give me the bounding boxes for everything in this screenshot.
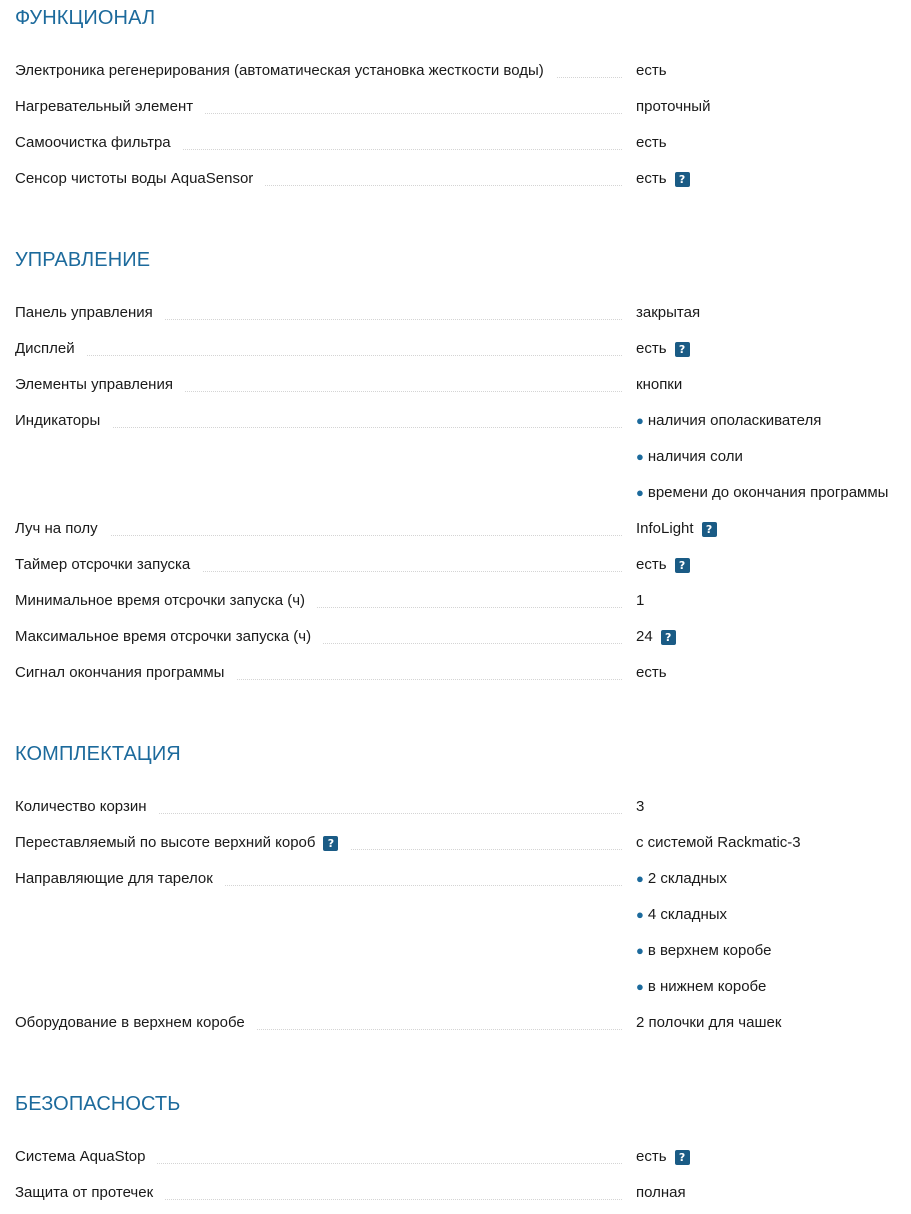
help-icon[interactable]: ? (675, 172, 690, 187)
spec-value-line (636, 412, 911, 448)
spec-value: InfoLight (636, 520, 694, 537)
spec-label-cell (15, 128, 622, 158)
spec-label-wrap (15, 340, 622, 358)
spec-value: наличия ополаскивателя (647, 412, 822, 429)
spec-value-cell (622, 92, 911, 128)
spec-label-cell (15, 658, 622, 688)
spec-value-cell (622, 622, 911, 658)
spec-row (15, 334, 911, 370)
spec-value: с системой Rackmatic-3 (636, 834, 801, 851)
spec-value: 3 (636, 798, 645, 815)
spec-value-cell (622, 298, 911, 334)
spec-value-line (636, 664, 911, 694)
spec-label-wrap (15, 556, 622, 574)
spec-value-line (636, 628, 911, 658)
spec-label-cell (15, 828, 622, 858)
spec-label (15, 340, 87, 358)
specs-page (15, 0, 911, 1214)
help-icon[interactable]: ? (323, 836, 338, 851)
spec-label-text: Максимальное время отсрочки запуска (ч) (15, 628, 312, 645)
bullet-icon: ● (636, 943, 644, 958)
spec-row (15, 298, 911, 334)
spec-label-text: Электроника регенерирования (автоматическая установка жесткости воды) (15, 62, 544, 79)
spec-value-line (636, 556, 911, 586)
help-icon[interactable]: ? (675, 342, 690, 357)
spec-value-line (636, 134, 911, 164)
spec-row (15, 92, 911, 128)
spec-label-wrap (15, 1184, 622, 1202)
section-title: БЕЗОПАСНОСТЬ (15, 1093, 181, 1115)
spec-value-line (636, 798, 911, 828)
spec-label-cell (15, 792, 622, 822)
spec-label (15, 834, 350, 852)
section-gap (15, 694, 911, 736)
help-icon[interactable]: ? (675, 1150, 690, 1165)
spec-value: закрытая (636, 304, 701, 321)
spec-value: 2 складных (647, 870, 728, 887)
spec-label-wrap (15, 870, 622, 888)
spec-value: есть (636, 134, 667, 151)
spec-row (15, 370, 911, 406)
help-icon[interactable]: ? (675, 558, 690, 573)
spec-value-line (636, 942, 911, 978)
help-icon[interactable]: ? (661, 630, 676, 645)
spec-row (15, 128, 911, 164)
spec-label-text: Индикаторы (15, 412, 101, 429)
spec-label-text: Направляющие для тарелок (15, 870, 213, 887)
spec-value-cell (622, 1178, 911, 1214)
spec-label-wrap (15, 62, 622, 80)
spec-label-wrap (15, 628, 622, 646)
spec-row (15, 622, 911, 658)
spec-label-text: Элементы управления (15, 376, 173, 393)
spec-label-wrap (15, 412, 622, 430)
section-title: УПРАВЛЕНИЕ (15, 249, 151, 271)
spec-label-text: Луч на полу (15, 520, 98, 537)
spec-value-cell (622, 658, 911, 694)
spec-value-line (636, 484, 911, 514)
spec-value-cell (622, 370, 911, 406)
spec-value: есть (636, 556, 667, 573)
spec-label-wrap (15, 98, 622, 116)
spec-label-cell (15, 586, 622, 616)
spec-value-cell (622, 864, 911, 1008)
spec-value-cell (622, 792, 911, 828)
spec-value-line (636, 340, 911, 370)
spec-label-cell (15, 514, 622, 544)
spec-label-text: Минимальное время отсрочки запуска (ч) (15, 592, 306, 609)
spec-label (15, 304, 165, 322)
spec-row (15, 56, 911, 92)
spec-label-text: Сенсор чистоты воды AquaSensor (15, 170, 254, 187)
spec-value: в верхнем коробе (647, 942, 772, 959)
spec-label-text: Сигнал окончания программы (15, 664, 225, 681)
spec-label-wrap (15, 304, 622, 322)
spec-label-cell (15, 370, 622, 400)
spec-label-wrap (15, 1148, 622, 1166)
spec-value-cell (622, 550, 911, 586)
spec-value: проточный (636, 98, 711, 115)
spec-label (15, 1014, 257, 1032)
spec-value-cell (622, 828, 911, 864)
bullet-icon: ● (636, 485, 644, 500)
spec-value-cell (622, 406, 911, 514)
spec-value-line (636, 592, 911, 622)
spec-value-cell (622, 586, 911, 622)
section-gap (15, 1044, 911, 1086)
bullet-icon: ● (636, 979, 644, 994)
spec-row (15, 550, 911, 586)
spec-label-cell (15, 56, 622, 86)
spec-label (15, 412, 112, 430)
spec-section (15, 242, 911, 694)
spec-label (15, 870, 225, 888)
spec-section (15, 736, 911, 1044)
bullet-icon: ● (636, 413, 644, 428)
spec-value: есть (636, 340, 667, 357)
spec-row (15, 828, 911, 864)
spec-value-cell (622, 514, 911, 550)
spec-value-cell (622, 56, 911, 92)
bullet-icon: ● (636, 449, 644, 464)
spec-value-line (636, 870, 911, 906)
spec-value: 2 полочки для чашек (636, 1014, 782, 1031)
spec-value-cell (622, 1008, 911, 1044)
spec-value-line (636, 304, 911, 334)
spec-value: 24 (636, 628, 653, 645)
spec-value-line (636, 1014, 911, 1044)
bullet-icon: ● (636, 907, 644, 922)
help-icon[interactable]: ? (702, 522, 717, 537)
spec-label-text: Дисплей (15, 340, 75, 357)
spec-value-line (636, 170, 911, 200)
section-title: КОМПЛЕКТАЦИЯ (15, 743, 181, 765)
spec-label-text: Защита от протечек (15, 1184, 154, 1201)
section-gap (15, 200, 911, 242)
spec-label-wrap (15, 520, 622, 538)
spec-label-cell (15, 1142, 622, 1172)
spec-label-text: Панель управления (15, 304, 153, 321)
spec-value: 1 (636, 592, 645, 609)
spec-value-cell (622, 334, 911, 370)
spec-value-line (636, 834, 911, 864)
spec-value-cell (622, 128, 911, 164)
section-title: ФУНКЦИОНАЛ (15, 7, 156, 29)
spec-value-line (636, 906, 911, 942)
spec-section (15, 1086, 911, 1214)
spec-label (15, 376, 185, 394)
spec-row (15, 514, 911, 550)
spec-value: есть (636, 1148, 667, 1165)
spec-value-line (636, 978, 911, 1008)
spec-value-line (636, 448, 911, 484)
spec-row (15, 406, 911, 514)
spec-row (15, 164, 911, 200)
spec-label-cell (15, 550, 622, 580)
spec-value-line (636, 1148, 911, 1178)
spec-label (15, 1148, 157, 1166)
spec-rows (15, 298, 911, 694)
spec-row (15, 1008, 911, 1044)
spec-label (15, 592, 317, 610)
spec-value-line (636, 520, 911, 550)
spec-label (15, 1184, 165, 1202)
spec-label (15, 134, 183, 152)
spec-value-line (636, 1184, 911, 1214)
spec-value: времени до окончания программы (647, 484, 889, 501)
spec-label-wrap (15, 170, 622, 188)
spec-value: наличия соли (647, 448, 743, 465)
spec-value: есть (636, 664, 667, 681)
spec-label-text: Количество корзин (15, 798, 147, 815)
spec-value-cell (622, 164, 911, 200)
spec-label-text: Система AquaStop (15, 1148, 146, 1165)
spec-value-line (636, 62, 911, 92)
spec-label (15, 628, 323, 646)
spec-label-cell (15, 334, 622, 364)
spec-label (15, 798, 159, 816)
spec-label-wrap (15, 664, 622, 682)
spec-label-cell (15, 622, 622, 652)
spec-value: в нижнем коробе (647, 978, 767, 995)
spec-row (15, 792, 911, 828)
spec-label (15, 98, 205, 116)
spec-label-wrap (15, 1014, 622, 1032)
spec-label-cell (15, 92, 622, 122)
spec-label-cell (15, 1008, 622, 1038)
spec-value: есть (636, 170, 667, 187)
spec-row (15, 658, 911, 694)
spec-rows (15, 1142, 911, 1214)
spec-value-line (636, 98, 911, 128)
bullet-icon: ● (636, 871, 644, 886)
spec-value: кнопки (636, 376, 683, 393)
spec-row (15, 586, 911, 622)
spec-label (15, 556, 202, 574)
spec-value: 4 складных (647, 906, 728, 923)
spec-value: есть (636, 62, 667, 79)
spec-value: полная (636, 1184, 686, 1201)
spec-label-text: Нагревательный элемент (15, 98, 194, 115)
spec-label-text: Самоочистка фильтра (15, 134, 171, 151)
spec-label-wrap (15, 798, 622, 816)
spec-row (15, 1178, 911, 1214)
spec-label-cell (15, 864, 622, 894)
spec-value-line (636, 376, 911, 406)
spec-label (15, 62, 556, 80)
spec-label-text: Переставляемый по высоте верхний короб (15, 834, 316, 851)
spec-label (15, 520, 110, 538)
spec-label-text: Оборудование в верхнем коробе (15, 1014, 245, 1031)
spec-label-wrap (15, 592, 622, 610)
spec-value-cell (622, 1142, 911, 1178)
spec-row (15, 1142, 911, 1178)
spec-label (15, 170, 265, 188)
spec-rows (15, 56, 911, 200)
spec-label-cell (15, 164, 622, 194)
spec-label-text: Таймер отсрочки запуска (15, 556, 191, 573)
spec-row (15, 864, 911, 1008)
spec-label-wrap (15, 134, 622, 152)
spec-rows (15, 792, 911, 1044)
spec-label-wrap (15, 834, 622, 852)
spec-label-wrap (15, 376, 622, 394)
spec-label (15, 664, 236, 682)
spec-label-cell (15, 298, 622, 328)
spec-section (15, 0, 911, 200)
spec-label-cell (15, 1178, 622, 1208)
spec-label-cell (15, 406, 622, 436)
